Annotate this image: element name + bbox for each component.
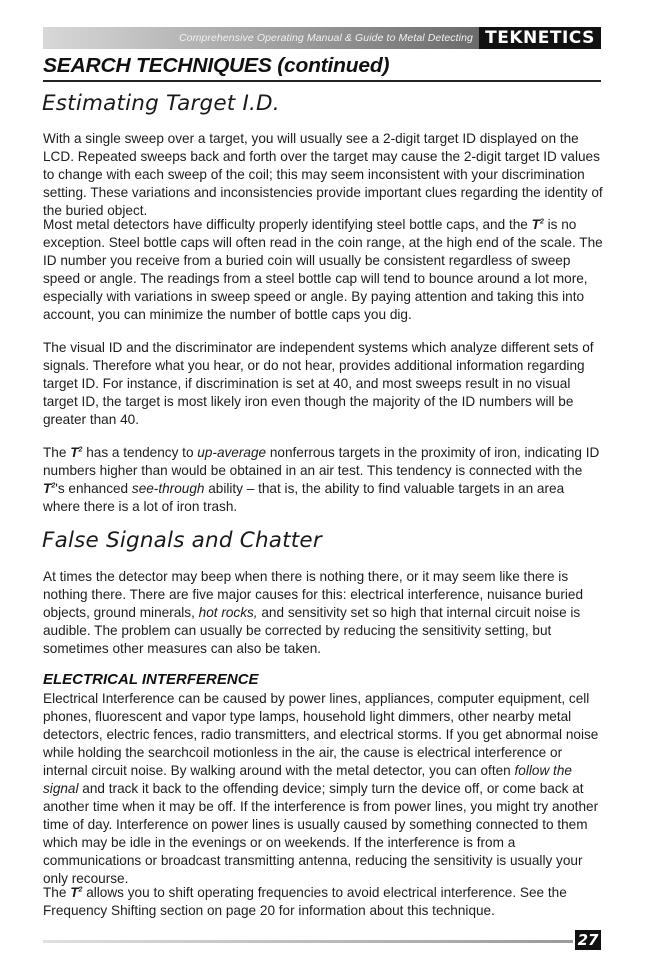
paragraph-visual-id: The visual ID and the discriminator are independent systems which analyze different sets of signals. Therefore what you hear, or do not hear, provides additional information regarding target ID. For instance, if discrimination is set at 40, and most sweeps result in no visual target ID, the target is most likely iron even though the majority of the ID numbers will be greater than 40. [43,340,594,427]
heading-electrical-interference: ELECTRICAL INTERFERENCE [43,671,259,688]
page-header [43,27,601,49]
t2-model-name: $T^2$ [70,445,83,460]
brand-logo: TEKNETICS [479,27,601,49]
t2-model-name: $T^2$ [43,481,56,496]
paragraph-false-signals: At times the detector may beep when there is nothing there, or it may seem like there is nothing there. There are five major causes for this: electrical interference, nuisance buried objects, ground minerals, hot rocks, and sensitivity set so high that internal circuit noise is audible. The problem can usually be corrected by reducing the sensitivity setting, but sometimes other measures can also be taken. [43,569,584,656]
section-title: SEARCH TECHNIQUES (continued) [43,55,390,77]
paragraph-up-average: The $T^2$ has a tendency to up-average nonferrous targets in the proximity of iron, indicating ID numbers higher than would be obtained in an air test. This tendency is connected with the $T^2's$ enhanced see-through ability – that is, the ability to find valuable targets in an area where there is a lot of iron trash. [43,445,600,514]
t2-model-name: $T^2$ [70,885,83,900]
paragraph-frequency-shift: The $T^2$ allows you to shift operating frequencies to avoid electrical interference. See the Frequency Shifting section on page 20 for information about this technique. [43,885,567,918]
footer-rule [43,940,573,943]
page-number: 27 [575,930,601,950]
paragraph-single-sweep: With a single sweep over a target, you will usually see a 2-digit target ID displayed on the LCD. Repeated sweeps back and forth over the target may cause the 2-digit target ID values to change with each sweep of the coil; this may seem inconsistent with your discrimination setting. These variations and inconsistencies provide important clues regarding the identity of the buried object. [43,131,603,218]
header-subtitle: Comprehensive Operating Manual & Guide to Metal Detecting [178,32,473,44]
paragraph-electrical-interference: Electrical Interference can be caused by power lines, appliances, computer equipment, cell phones, fluorescent and vapor type lamps, household light dimmers, other nearby metal detectors, electric fences, radio transmitters, and electrical storms. If you get abnormal noise while holding the searchcoil motionless in the air, the cause is electrical interference or internal circuit noise. By walking around with the metal detector, you can often follow the signal and track it back to the offending device; simply turn the device off, or come back at another time when it may be off. If the interference is from power lines, you might try another time of day. Interference on power lines is usually caused by something connected to them which may be idle in the evenings or on weekends. If the interference is from a communications or broadcast transmitting antenna, reducing the sensitivity is usually your only recourse. [43,691,599,886]
heading-false-signals: False Signals and Chatter [42,528,322,553]
section-divider [43,80,601,82]
t2-model-name: $T^2$ [531,217,544,232]
heading-estimating-target-id: Estimating Target I.D. [42,91,280,116]
paragraph-bottle-caps: Most metal detectors have difficulty properly identifying steel bottle caps, and the $T^2$ is no exception. Steel bottle caps will often read in the coin range, at the high end of the scale. The ID number you receive from a buried coin will usually be consistent regardless of sweep speed or angle. The readings from a steel bottle cap will tend to bounce around a lot more, especially with variations in sweep speed or angle. By paying attention and taking this into account, you can minimize the number of bottle caps you dig. [43,217,603,322]
